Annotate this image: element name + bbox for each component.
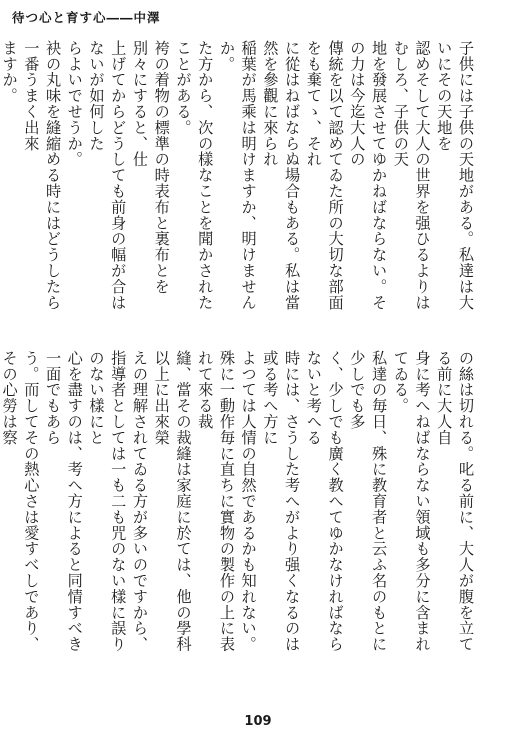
upper-text-block: 子供には子供の天地がある。私達は大いにその天地を 認めそして大人の世界を强ひるよりはむしろ、子供の天 地を發展させてゆかねばならない。その力は今迄大人の 傳統を以て認めてゐた所の大切な部面をも棄てゝ、それ に從はねばならぬ場合もある。私は當然を參觀に來られ 稲葉が馬乘は明けますか、明けませんか。 た方から、次の樣なことを聞かされたことがある。 袴の着物の標準の時表布と裏布とを別々にすると、仕 上げてからどうしても前身の幅が合はないが如何した らよいでせうか。 袂の丸味を縫縮める時にはどうしたら一番うまく出來 ますか。 (0, 40, 475, 311)
lower-text-block: の絲は切れる。叱る前に、大人が腹を立てる前に大人自 身に考へねばならない領域も多分に含まれてゐる。 私達の毎日、殊に教育者と云ふ名のもとに少しでも多 く、少しでも廣く教へてゆかなければならないと考へる 時には、さうした考へがより强くなるのは或る考へ方に よつては人情の自然であるかも知れない。 殊に一動作毎に直ちに實物の製作の上に表れて來る裁 縫、當その裁縫は家庭に於ては、他の學科以上に出來榮 えの理解されてゐる方が多いのですから、 指導者としては一も二も咒のない樣に誤りのない樣にと 心を盡すのは、考へ方によると同情すべき一面でもあら う。而してその熱心さは愛すべしであり、その心勞は察 (0, 350, 475, 653)
running-header: 待つ心と育す心――中澤 (12, 10, 161, 25)
page-number: 109 (244, 714, 272, 729)
